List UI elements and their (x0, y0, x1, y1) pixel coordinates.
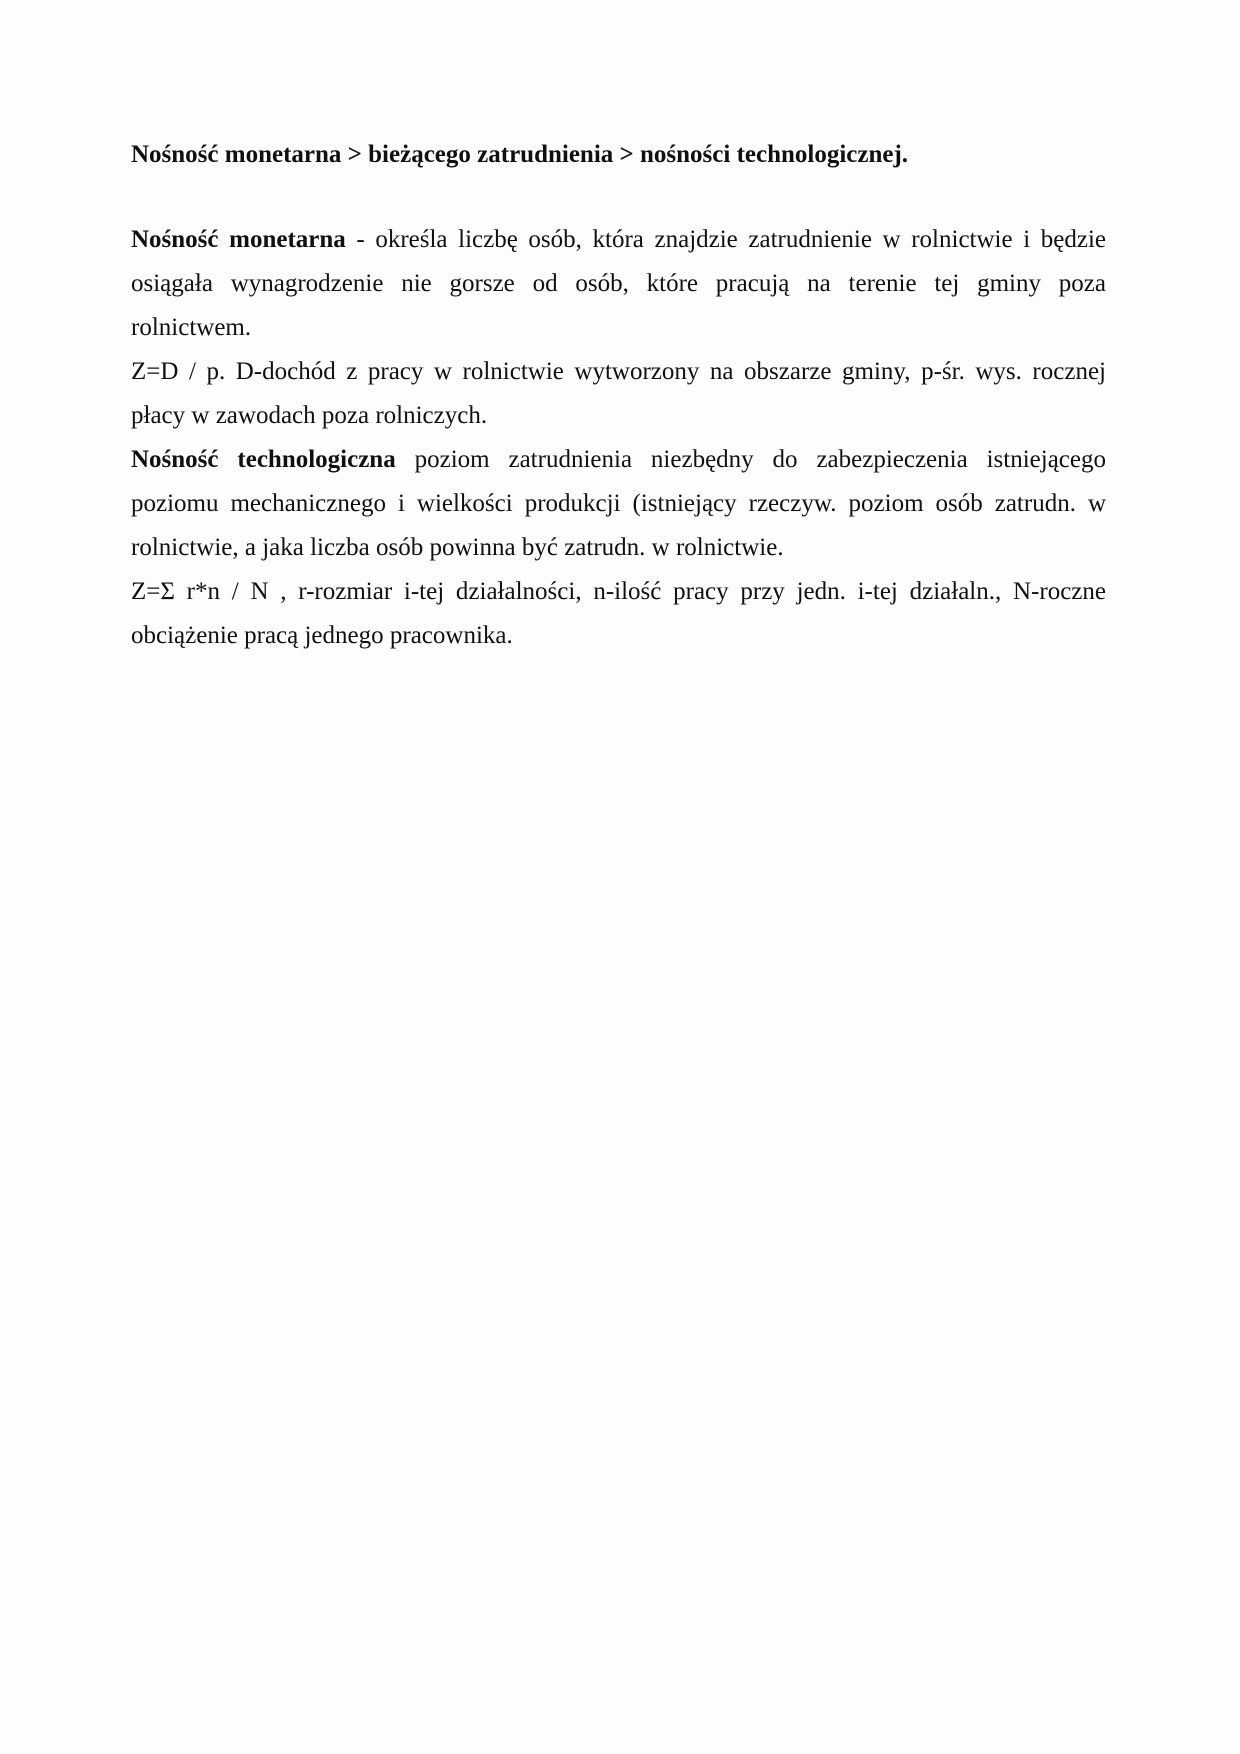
text-run: płacy w zawodach poza rolniczych. (131, 402, 488, 429)
text-line-7 (131, 482, 1106, 526)
text-run: rolnictwem. (131, 314, 252, 341)
text-line-2 (131, 262, 1106, 306)
text-line-6 (131, 438, 1106, 482)
text-run: osiągała wynagrodzenie nie gorsze od osób, które pracują na terenie tej gminy poza (131, 270, 1106, 297)
blank-line (131, 177, 1106, 218)
text-run: Z=Σ r*n / N , r-rozmiar i-tej działalności, n-ilość pracy przy jedn. i-tej działaln., N-roczne (131, 578, 1106, 605)
text-content (131, 133, 1106, 658)
text-run-bold: Nośność monetarna (131, 226, 346, 253)
text-run: poziom zatrudnienia niezbędny do zabezpieczenia istniejącego (395, 446, 1106, 473)
text-run: poziomu mechanicznego i wielkości produkcji (istniejący rzeczyw. poziom osób zatrudn. w (131, 490, 1106, 517)
text-line-10 (131, 614, 1106, 658)
text-line-3 (131, 306, 1106, 350)
text-run: rolnictwie, a jaka liczba osób powinna być zatrudn. w rolnictwie. (131, 534, 784, 561)
document-title: Nośność monetarna > bieżącego zatrudnienia > nośności technologicznej. (131, 141, 909, 168)
text-line-4 (131, 350, 1106, 394)
document-body (131, 218, 1106, 658)
text-run-bold: Nośność technologiczna (131, 446, 396, 473)
text-run: - określa liczbę osób, która znajdzie zatrudnienie w rolnictwie i będzie (345, 226, 1106, 253)
text-line-8 (131, 526, 1106, 570)
text-run: obciążenie pracą jednego pracownika. (131, 622, 513, 649)
text-run: Z=D / p. D-dochód z pracy w rolnictwie wytworzony na obszarze gminy, p-śr. wys. rocznej (131, 358, 1106, 385)
text-line-9 (131, 570, 1106, 614)
text-line-5 (131, 394, 1106, 438)
text-line-1 (131, 218, 1106, 262)
